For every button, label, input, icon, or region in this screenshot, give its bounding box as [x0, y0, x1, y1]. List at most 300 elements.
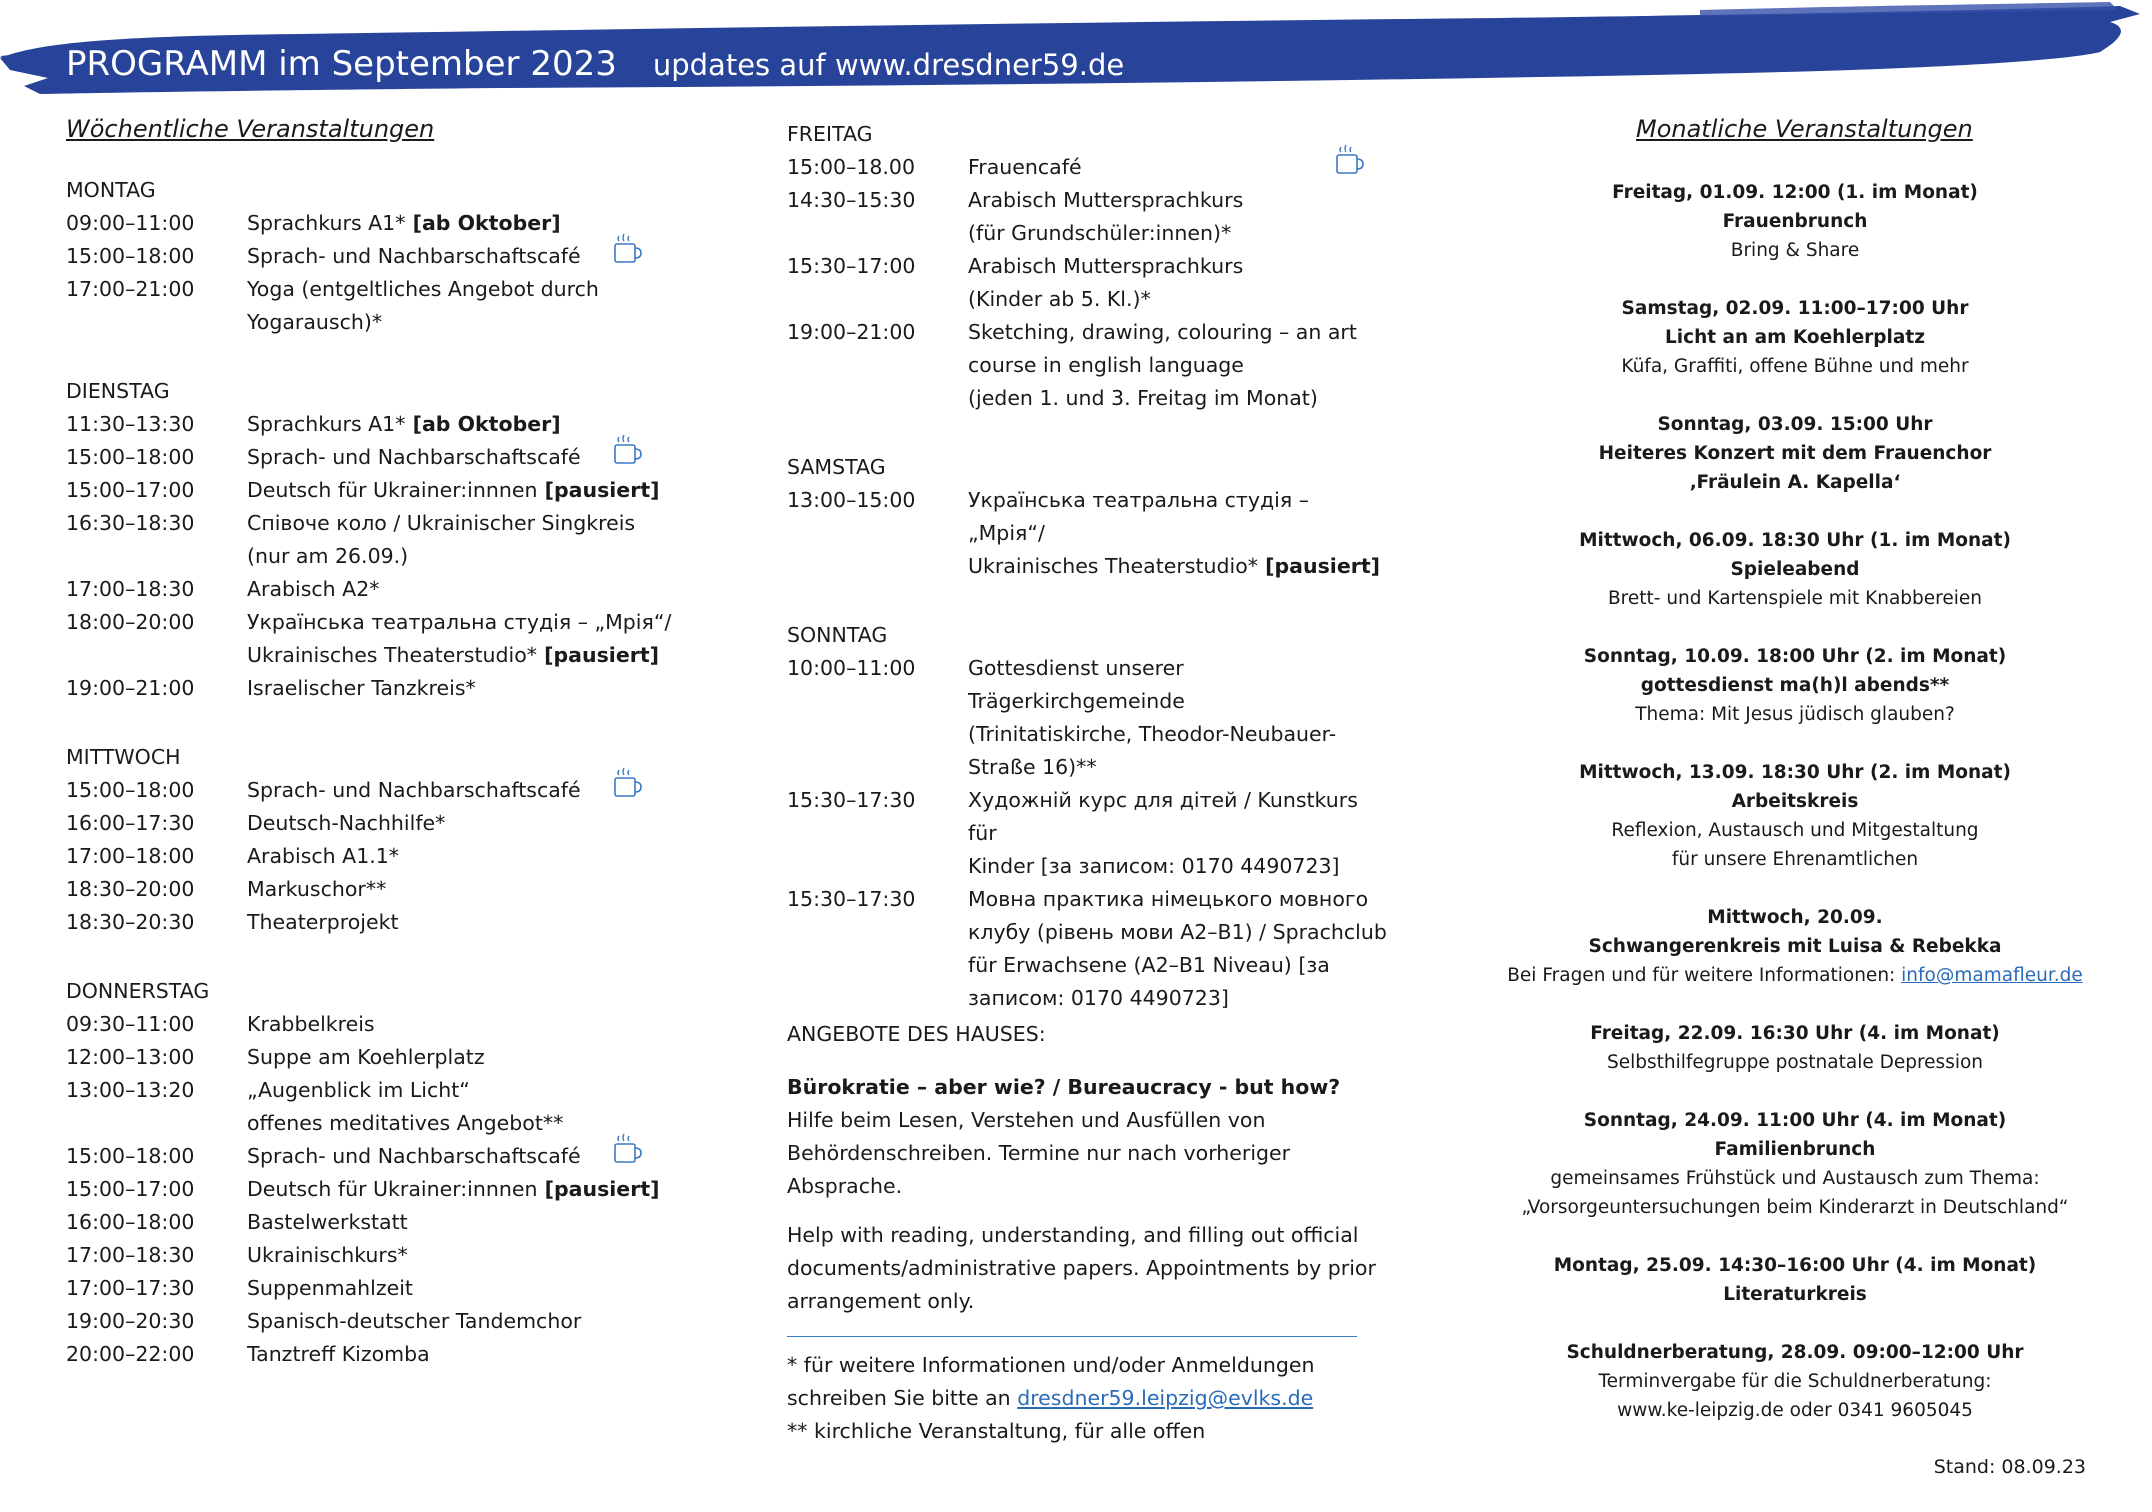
day-heading: FREITAG: [787, 122, 873, 146]
event-line: [968, 883, 1387, 916]
event-text: Gottesdienst unserer: [968, 656, 1184, 680]
time-range: 15:00–18.00: [787, 155, 916, 179]
event-text: Sonntag, 24.09. 11:00 Uhr (4. im Monat): [1583, 1110, 2007, 1131]
event-line: [247, 906, 686, 939]
event-text: (Trinitatiskirche, Theodor-Neubauer-: [968, 722, 1337, 746]
event-text: Bring & Share: [1730, 240, 1860, 261]
event-line: [247, 672, 686, 705]
monthly-event: [1490, 1106, 2100, 1222]
event-description: [247, 1206, 686, 1239]
event-detail: [1490, 1048, 2100, 1077]
event-text: Theaterprojekt: [247, 910, 399, 934]
footnote-email-link[interactable]: dresdner59.leipzig@evlks.de: [1017, 1386, 1314, 1410]
event-line: [247, 1239, 686, 1272]
time-range: 15:30–17:00: [787, 254, 916, 278]
schedule-row: [787, 151, 1387, 184]
event-text: Trägerkirchgemeinde: [968, 689, 1185, 713]
monthly-event: [1490, 178, 2100, 265]
event-line: [247, 840, 686, 873]
schedule-row: [66, 606, 686, 672]
weekly-column-left: [66, 174, 686, 1371]
event-line: [968, 916, 1387, 949]
event-text: Arabisch Muttersprachkurs: [968, 254, 1244, 278]
time-range: 17:00–18:00: [66, 844, 195, 868]
schedule-row: [66, 207, 686, 240]
schedule-row: [66, 507, 686, 573]
event-text: Sprachkurs A1*: [247, 211, 406, 235]
event-text: Arabisch A2*: [247, 577, 380, 601]
event-text: (jeden 1. und 3. Freitag im Monat): [968, 386, 1318, 410]
schedule-row: [787, 883, 1387, 1015]
event-line: [968, 982, 1387, 1015]
time-range: 10:00–11:00: [787, 656, 916, 680]
schedule-row: [66, 774, 686, 807]
time-range: 12:00–13:00: [66, 1045, 195, 1069]
event-description: [247, 840, 686, 873]
event-line: [968, 349, 1387, 382]
event-text: Sprachkurs A1*: [247, 412, 406, 436]
event-line: [247, 639, 686, 672]
event-heading: [1490, 1251, 2100, 1280]
schedule-row: [787, 316, 1387, 415]
time-range: 19:00–21:00: [787, 320, 916, 344]
event-detail: [1490, 1193, 2100, 1222]
time-range: 20:00–22:00: [66, 1342, 195, 1366]
event-description: [247, 774, 686, 807]
event-gap: [1490, 381, 2100, 410]
event-text: Ukrainisches Theaterstudio*: [247, 643, 537, 667]
day-heading: SAMSTAG: [787, 455, 886, 479]
event-text: Ukrainisches Theaterstudio*: [968, 554, 1258, 578]
event-heading: [1490, 1280, 2100, 1309]
offers-en-line2: documents/administrative papers. Appointments by prior: [787, 1256, 1376, 1280]
event-line: [247, 540, 686, 573]
event-text: Samstag, 02.09. 11:00–17:00 Uhr: [1621, 298, 1969, 319]
schedule-row: [66, 408, 686, 441]
schedule-row: [66, 1272, 686, 1305]
event-text: offenes meditatives Angebot**: [247, 1111, 564, 1135]
event-heading: [1490, 468, 2100, 497]
event-detail: [1490, 1396, 2100, 1425]
status-note: [pausiert]: [537, 1177, 660, 1201]
event-line: [247, 807, 686, 840]
status-note: [ab Oktober]: [405, 412, 561, 436]
event-text: записом: 0170 4490723]: [968, 986, 1229, 1010]
schedule-row: [66, 1173, 686, 1206]
event-description: [247, 606, 686, 672]
time-range: 18:00–20:00: [66, 610, 195, 634]
event-text: Spieleabend: [1730, 559, 1860, 580]
event-line: [968, 718, 1387, 751]
time-range: 17:00–17:30: [66, 1276, 195, 1300]
event-text: Freitag, 22.09. 16:30 Uhr (4. im Monat): [1590, 1023, 2000, 1044]
event-text: Deutsch-Nachhilfe*: [247, 811, 446, 835]
event-detail: [1490, 1164, 2100, 1193]
event-heading: [1490, 1135, 2100, 1164]
event-text: Mittwoch, 13.09. 18:30 Uhr (2. im Monat): [1579, 762, 2011, 783]
monthly-event: [1490, 1251, 2100, 1309]
event-text: Arabisch Muttersprachkurs: [968, 188, 1244, 212]
event-description: [247, 1239, 686, 1272]
event-text: Sprach- und Nachbarschaftscafé: [247, 445, 581, 469]
event-text: „Augenblick im Licht“: [247, 1078, 470, 1102]
day-heading: MONTAG: [66, 178, 156, 202]
event-text: (für Grundschüler:innen)*: [968, 221, 1232, 245]
event-line: [968, 751, 1387, 784]
event-gap: [1490, 990, 2100, 1019]
day-gap: [66, 339, 686, 375]
event-text: Brett- und Kartenspiele mit Knabbereien: [1607, 588, 1982, 609]
day-heading: DIENSTAG: [66, 379, 170, 403]
event-text: Montag, 25.09. 14:30–16:00 Uhr (4. im Monat): [1553, 1255, 2037, 1276]
event-heading: [1490, 439, 2100, 468]
event-heading: [1490, 1106, 2100, 1135]
offers-en-line1: Help with reading, understanding, and filling out official: [787, 1223, 1359, 1247]
schedule-row: [66, 873, 686, 906]
program-title: PROGRAMM im September 2023: [66, 44, 617, 84]
event-heading: [1490, 410, 2100, 439]
schedule-row: [787, 784, 1387, 883]
event-text: Deutsch für Ukrainer:innnen: [247, 478, 538, 502]
monthly-event: [1490, 758, 2100, 874]
monthly-column: [1490, 178, 2100, 1425]
day-gap: [66, 705, 686, 741]
coffee-cup-icon: [610, 433, 644, 467]
event-heading: [1490, 932, 2100, 961]
footnote-line1: * für weitere Informationen und/oder Anmeldungen: [787, 1353, 1315, 1377]
event-text: gemeinsames Frühstück und Austausch zum Thema:: [1550, 1168, 2040, 1189]
event-text: Tanztreff Kizomba: [247, 1342, 430, 1366]
schedule-row: [66, 840, 686, 873]
event-text: Ukrainischkurs*: [247, 1243, 408, 1267]
event-line: [968, 550, 1387, 583]
time-range: 16:00–17:30: [66, 811, 195, 835]
event-line: [968, 784, 1387, 850]
event-heading: [1490, 207, 2100, 236]
day-heading: MITTWOCH: [66, 745, 181, 769]
monthly-event: [1490, 294, 2100, 381]
event-text: für Erwachsene (A2–B1 Niveau) [за: [968, 953, 1330, 977]
event-description: [247, 1272, 686, 1305]
event-text: (Kinder ab 5. Kl.)*: [968, 287, 1151, 311]
monthly-event: [1490, 903, 2100, 990]
time-range: 11:30–13:30: [66, 412, 195, 436]
event-line: [247, 1041, 686, 1074]
coffee-cup-icon: [610, 232, 644, 266]
time-range: 14:30–15:30: [787, 188, 916, 212]
status-note: [ab Oktober]: [405, 211, 561, 235]
event-text: Freitag, 01.09. 12:00 (1. im Monat): [1612, 182, 1978, 203]
day-heading: SONNTAG: [787, 623, 888, 647]
event-heading: [1490, 294, 2100, 323]
schedule-row: [787, 184, 1387, 250]
event-text: Співоче коло / Ukrainischer Singkreis: [247, 511, 636, 535]
schedule-row: [66, 1239, 686, 1272]
event-gap: [1490, 874, 2100, 903]
status-note: [pausiert]: [537, 478, 660, 502]
event-description: [968, 652, 1387, 784]
time-range: 09:30–11:00: [66, 1012, 195, 1036]
event-text: ‚Fräulein A. Kapella‘: [1689, 472, 1901, 493]
event-description: [247, 1338, 686, 1371]
day-gap: [787, 583, 1387, 619]
event-line: [247, 1074, 686, 1107]
time-range: 16:00–18:00: [66, 1210, 195, 1234]
offers-section: [787, 1018, 1387, 1318]
schedule-row: [787, 484, 1387, 583]
weekly-title: Wöchentliche Veranstaltungen: [66, 115, 435, 143]
event-heading: [1490, 787, 2100, 816]
event-gap: [1490, 613, 2100, 642]
event-text: Bei Fragen und für weitere Informationen:: [1507, 965, 1902, 986]
event-text: Heiteres Konzert mit dem Frauenchor: [1598, 443, 1992, 464]
event-detail: [1490, 845, 2100, 874]
event-line: [968, 250, 1387, 283]
event-description: [247, 1041, 686, 1074]
event-description: [247, 672, 686, 705]
time-range: 16:30–18:30: [66, 511, 195, 535]
event-text: Selbsthilfegruppe postnatale Depression: [1606, 1052, 1984, 1073]
event-text: Bastelwerkstatt: [247, 1210, 408, 1234]
day-heading: DONNERSTAG: [66, 979, 210, 1003]
event-text: Spanisch-deutscher Tandemchor: [247, 1309, 582, 1333]
day-gap: [66, 939, 686, 975]
event-description: [247, 1140, 686, 1173]
event-description: [968, 250, 1387, 316]
event-description: [247, 273, 686, 339]
event-text: Sprach- und Nachbarschaftscafé: [247, 244, 581, 268]
event-line: [247, 507, 686, 540]
event-line: [968, 316, 1387, 349]
event-description: [247, 573, 686, 606]
event-text: Israelischer Tanzkreis*: [247, 676, 476, 700]
event-text: gottesdienst ma(h)l abends**: [1640, 675, 1950, 696]
event-text: Mittwoch, 20.09.: [1707, 907, 1883, 928]
status-note: [pausiert]: [536, 643, 660, 667]
event-text: Thema: Mit Jesus jüdisch glauben?: [1635, 704, 1955, 725]
event-heading: [1490, 555, 2100, 584]
schedule-row: [66, 273, 686, 339]
offers-subtitle: Bürokratie – aber wie? / Bureaucracy - but how?: [787, 1075, 1341, 1099]
event-text: Frauencafé: [968, 155, 1082, 179]
weekly-column-right: [787, 118, 1387, 1015]
event-description: [247, 474, 686, 507]
time-range: 15:30–17:30: [787, 788, 916, 812]
event-description: [247, 1305, 686, 1338]
event-description: [968, 184, 1387, 250]
monthly-event: [1490, 1338, 2100, 1425]
time-range: 18:30–20:00: [66, 877, 195, 901]
monthly-event: [1490, 1019, 2100, 1077]
event-description: [247, 240, 686, 273]
event-description: [968, 784, 1387, 883]
event-line: [247, 1338, 686, 1371]
schedule-row: [66, 1008, 686, 1041]
event-text: course in english language: [968, 353, 1244, 377]
time-range: 09:00–11:00: [66, 211, 195, 235]
event-heading: [1490, 671, 2100, 700]
event-line: [247, 873, 686, 906]
schedule-row: [787, 250, 1387, 316]
event-line: [247, 306, 686, 339]
time-range: 15:00–18:00: [66, 1144, 195, 1168]
time-range: 15:00–17:00: [66, 478, 195, 502]
event-text: Frauenbrunch: [1722, 211, 1868, 232]
schedule-row: [66, 1338, 686, 1371]
event-description: [247, 873, 686, 906]
event-line: [968, 382, 1387, 415]
event-description: [247, 1074, 686, 1140]
event-heading: [1490, 642, 2100, 671]
monthly-event: [1490, 410, 2100, 497]
event-text: Schwangerenkreis mit Luisa & Rebekka: [1588, 936, 2002, 957]
schedule-row: [66, 240, 686, 273]
time-range: 15:00–18:00: [66, 445, 195, 469]
event-description: [247, 441, 686, 474]
event-text: Українська театральна студія – „Мрія“/: [247, 610, 672, 634]
event-gap: [1490, 497, 2100, 526]
event-line: [968, 949, 1387, 982]
event-gap: [1490, 1222, 2100, 1251]
time-range: 15:30–17:30: [787, 887, 916, 911]
event-heading: [1490, 1019, 2100, 1048]
event-heading: [1490, 758, 2100, 787]
coffee-cup-icon: [610, 1132, 644, 1166]
event-detail: [1490, 236, 2100, 265]
event-line: [968, 484, 1387, 550]
schedule-row: [66, 474, 686, 507]
footnotes: [787, 1349, 1387, 1448]
schedule-row: [66, 1041, 686, 1074]
event-detail: [1490, 961, 2100, 990]
event-line: [968, 184, 1387, 217]
schedule-row: [66, 1305, 686, 1338]
event-detail: [1490, 352, 2100, 381]
event-line: [247, 273, 686, 306]
event-description: [247, 507, 686, 573]
event-gap: [1490, 265, 2100, 294]
event-description: [247, 906, 686, 939]
event-text: Художній курс для дітей / Kunstkurs für: [968, 788, 1358, 845]
event-line: [968, 652, 1387, 685]
event-line: [968, 685, 1387, 718]
event-line: [968, 283, 1387, 316]
event-text: Sketching, drawing, colouring – an art: [968, 320, 1357, 344]
event-text: клубу (рівень мови А2–В1) / Sprachclub: [968, 920, 1387, 944]
event-gap: [1490, 1077, 2100, 1106]
offers-de-line2: Behördenschreiben. Termine nur nach vorheriger Absprache.: [787, 1141, 1291, 1198]
time-range: 18:30–20:30: [66, 910, 195, 934]
offers-en-line3: arrangement only.: [787, 1289, 975, 1313]
event-detail: [1490, 584, 2100, 613]
event-text: Familienbrunch: [1714, 1139, 1876, 1160]
footnote-line2-text: schreiben Sie bitte an: [787, 1386, 1018, 1410]
event-text: „Vorsorgeuntersuchungen beim Kinderarzt in Deutschland“: [1521, 1197, 2069, 1218]
time-range: 13:00–15:00: [787, 488, 916, 512]
event-text: Kinder [за записом: 0170 4490723]: [968, 854, 1340, 878]
event-text: Licht an am Koehlerplatz: [1665, 327, 1925, 348]
event-text: Suppe am Koehlerplatz: [247, 1045, 485, 1069]
event-gap: [1490, 1309, 2100, 1338]
event-detail: [1490, 700, 2100, 729]
event-line: [247, 1173, 686, 1206]
event-description: [968, 316, 1387, 415]
event-line: [247, 474, 686, 507]
footnote-line3: ** kirchliche Veranstaltung, für alle offen: [787, 1419, 1206, 1443]
header-band: [0, 0, 2152, 110]
event-line: [247, 573, 686, 606]
event-text: Markuschor**: [247, 877, 387, 901]
event-heading: [1490, 526, 2100, 555]
event-text: Sonntag, 03.09. 15:00 Uhr: [1657, 414, 1933, 435]
event-text: Mittwoch, 06.09. 18:30 Uhr (1. im Monat): [1579, 530, 2011, 551]
schedule-row: [66, 672, 686, 705]
event-line: [247, 1272, 686, 1305]
event-text: Українська театральна студія – „Мрія“/: [968, 488, 1309, 545]
event-detail: [1490, 816, 2100, 845]
coffee-cup-icon: [610, 766, 644, 800]
time-range: 15:00–18:00: [66, 778, 195, 802]
monthly-event: [1490, 642, 2100, 729]
schedule-row: [66, 1074, 686, 1140]
event-text: Krabbelkreis: [247, 1012, 375, 1036]
event-line: [247, 606, 686, 639]
footnote-divider: [787, 1336, 1357, 1337]
time-range: 19:00–21:00: [66, 676, 195, 700]
event-text: Sprach- und Nachbarschaftscafé: [247, 778, 581, 802]
event-text: (nur am 26.09.): [247, 544, 409, 568]
event-text: Küfa, Graffiti, offene Bühne und mehr: [1621, 356, 1969, 377]
event-text: Reflexion, Austausch und Mitgestaltung: [1611, 820, 1979, 841]
event-line: [968, 217, 1387, 250]
event-text: für unsere Ehrenamtlichen: [1671, 849, 1919, 870]
footnote-line2: [787, 1382, 1387, 1415]
updates-website: updates auf www.dresdner59.de: [652, 48, 1125, 82]
schedule-row: [66, 807, 686, 840]
time-range: 17:00–18:30: [66, 1243, 195, 1267]
event-text: Мовна практика німецького мовного: [968, 887, 1369, 911]
event-description: [968, 883, 1387, 1015]
schedule-row: [66, 573, 686, 606]
event-gap: [1490, 729, 2100, 758]
stand-date: Stand: 08.09.23: [1933, 1456, 2086, 1478]
event-text: Literaturkreis: [1723, 1284, 1867, 1305]
schedule-row: [787, 652, 1387, 784]
event-text: Arabisch A1.1*: [247, 844, 400, 868]
event-description: [247, 1173, 686, 1206]
schedule-row: [66, 1206, 686, 1239]
event-line: [247, 1206, 686, 1239]
event-text: Yogarausch)*: [247, 310, 383, 334]
time-range: 15:00–18:00: [66, 244, 195, 268]
event-line: [968, 850, 1387, 883]
event-description: [968, 484, 1387, 583]
event-heading: [1490, 178, 2100, 207]
schedule-row: [66, 906, 686, 939]
time-range: 17:00–21:00: [66, 277, 195, 301]
event-line: [968, 151, 1387, 184]
event-text: Suppenmahlzeit: [247, 1276, 413, 1300]
email-link[interactable]: info@mamafleur.de: [1901, 965, 2083, 986]
offers-title: ANGEBOTE DES HAUSES:: [787, 1022, 1046, 1046]
time-range: 15:00–17:00: [66, 1177, 195, 1201]
time-range: 19:00–20:30: [66, 1309, 195, 1333]
event-text: www.ke-leipzig.de oder 0341 9605045: [1617, 1400, 1973, 1421]
schedule-row: [66, 441, 686, 474]
offers-de-line1: Hilfe beim Lesen, Verstehen und Ausfüllen von: [787, 1108, 1266, 1132]
event-line: [247, 1305, 686, 1338]
coffee-cup-icon: [1332, 143, 1366, 177]
